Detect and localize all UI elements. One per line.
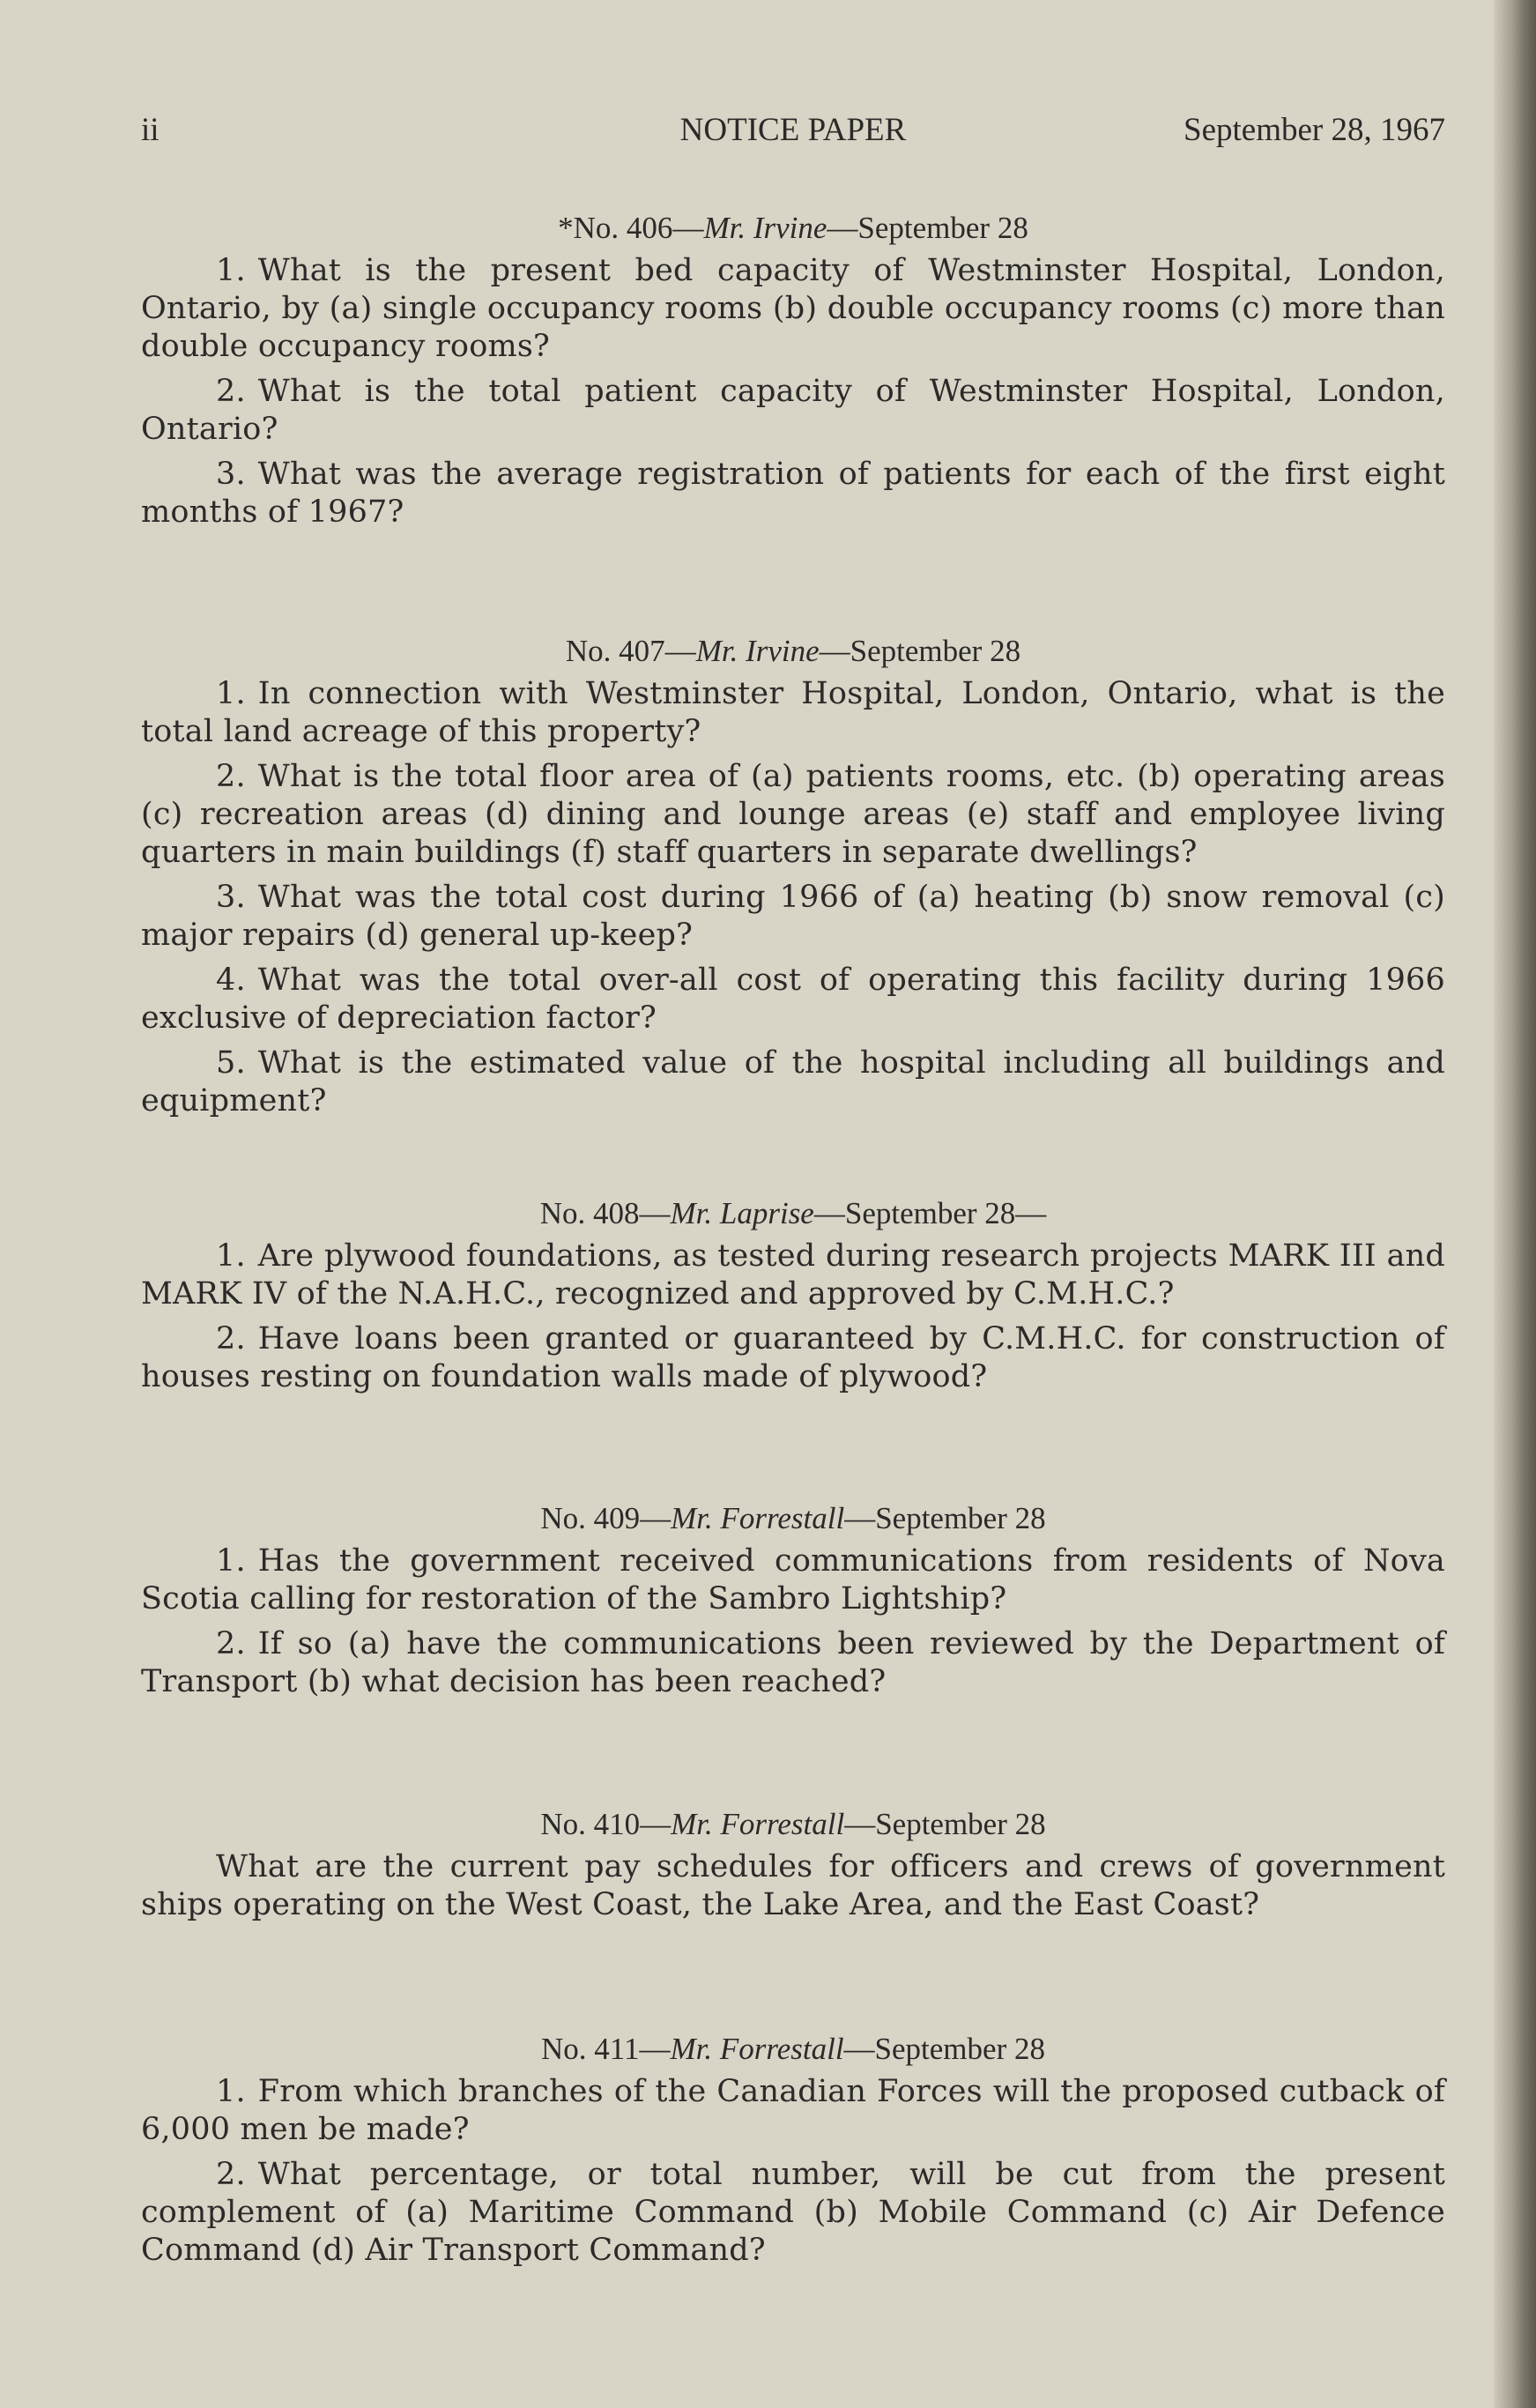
question-heading: No. 407—Mr. Irvine—September 28 — [565, 634, 1021, 668]
page-number: ii — [141, 112, 160, 148]
header-date: September 28, 1967 — [1184, 112, 1445, 148]
question-heading: *No. 406—Mr. Irvine—September 28 — [558, 211, 1028, 245]
question-number: No. 408 — [539, 1196, 640, 1230]
question-number: No. 410 — [540, 1807, 641, 1841]
question-408 — [141, 1193, 1445, 1403]
question-heading: No. 411—Mr. Forrestall—September 28 — [541, 2032, 1045, 2066]
question-member: Mr. Laprise — [670, 1196, 814, 1230]
question-member: Mr. Irvine — [695, 634, 820, 668]
question-item: 1. In connection with Westminster Hospital, London, Ontario, what is the total land acreage of this property? — [141, 676, 1445, 749]
page-header — [141, 111, 1445, 155]
question-member: Mr. Forrestall — [670, 2032, 844, 2066]
question-item: 2. What percentage, or total number, will be cut from the present complement of (a) Maritime Command (b) Mobile Command (c) Air Defence Command (d) Air Transport Command? — [141, 2157, 1445, 2268]
question-number: No. 407 — [565, 634, 665, 668]
question-item: 3. What was the average registration of patients for each of the first eight months of 1967? — [141, 457, 1445, 530]
question-item: 3. What was the total cost during 1966 of (a) heating (b) snow removal (c) major repairs (d) general up-keep? — [141, 880, 1445, 953]
question-heading: No. 409—Mr. Forrestall—September 28 — [540, 1501, 1046, 1535]
question-number: No. 409 — [540, 1501, 641, 1535]
question-date: September 28 — [857, 211, 1028, 245]
question-item: 5. What is the estimated value of the hospital including all buildings and equipment? — [141, 1045, 1445, 1119]
question-409 — [141, 1498, 1445, 1708]
question-member: Mr. Forrestall — [671, 1501, 845, 1535]
question-item: 2. What is the total floor area of (a) patients rooms, etc. (b) operating areas (c) recreation areas (d) dining and lounge areas (e) staff and employee living quarters in main buildings (f) staff quarters in separate dwellings? — [141, 759, 1445, 870]
question-item: 1. What is the present bed capacity of Westminster Hospital, London, Ontario, by (a) single occupancy rooms (b) double occupancy rooms (c) more than double occupancy rooms? — [141, 253, 1445, 364]
question-item: What are the current pay schedules for officers and crews of government ships operating on the West Coast, the Lake Area, and the East Coast? — [141, 1849, 1445, 1922]
question-item: 1. From which branches of the Canadian Forces will the proposed cutback of 6,000 men be made? — [141, 2074, 1445, 2147]
question-item: 2. Have loans been granted or guaranteed by C.M.H.C. for construction of houses resting on foundation walls made of plywood? — [141, 1321, 1445, 1394]
question-407 — [141, 631, 1445, 1127]
question-411 — [141, 2029, 1445, 2277]
question-heading: No. 408—Mr. Laprise—September 28— — [539, 1196, 1047, 1230]
question-410 — [141, 1804, 1445, 1931]
question-item: 2. If so (a) have the communications been reviewed by the Department of Transport (b) what decision has been reached? — [141, 1626, 1445, 1699]
question-number: *No. 406 — [558, 211, 673, 245]
document-title: NOTICE PAPER — [679, 112, 907, 148]
question-member: Mr. Forrestall — [671, 1807, 845, 1841]
question-item: 1. Has the government received communications from residents of Nova Scotia calling for restoration of the Sambro Lightship? — [141, 1543, 1445, 1616]
question-item: 2. What is the total patient capacity of Westminster Hospital, London, Ontario? — [141, 374, 1445, 447]
question-date: September 28 — [850, 634, 1021, 668]
question-item: 4. What was the total over-all cost of operating this facility during 1966 exclusive of depreciation factor? — [141, 962, 1445, 1036]
question-item: 1. Are plywood foundations, as tested during research projects MARK III and MARK IV of the N.A.H.C., recognized and approved by C.M.H.C.? — [141, 1238, 1445, 1312]
question-heading: No. 410—Mr. Forrestall—September 28 — [540, 1807, 1046, 1841]
question-member: Mr. Irvine — [703, 211, 827, 245]
question-date: September 28 — [875, 1501, 1046, 1535]
question-number: No. 411 — [541, 2032, 640, 2066]
page-edge-shadow — [1494, 0, 1536, 2408]
question-date: September 28 — [875, 1807, 1046, 1841]
question-date: September 28— — [844, 1196, 1047, 1230]
question-date: September 28 — [874, 2032, 1045, 2066]
question-406 — [141, 208, 1445, 539]
